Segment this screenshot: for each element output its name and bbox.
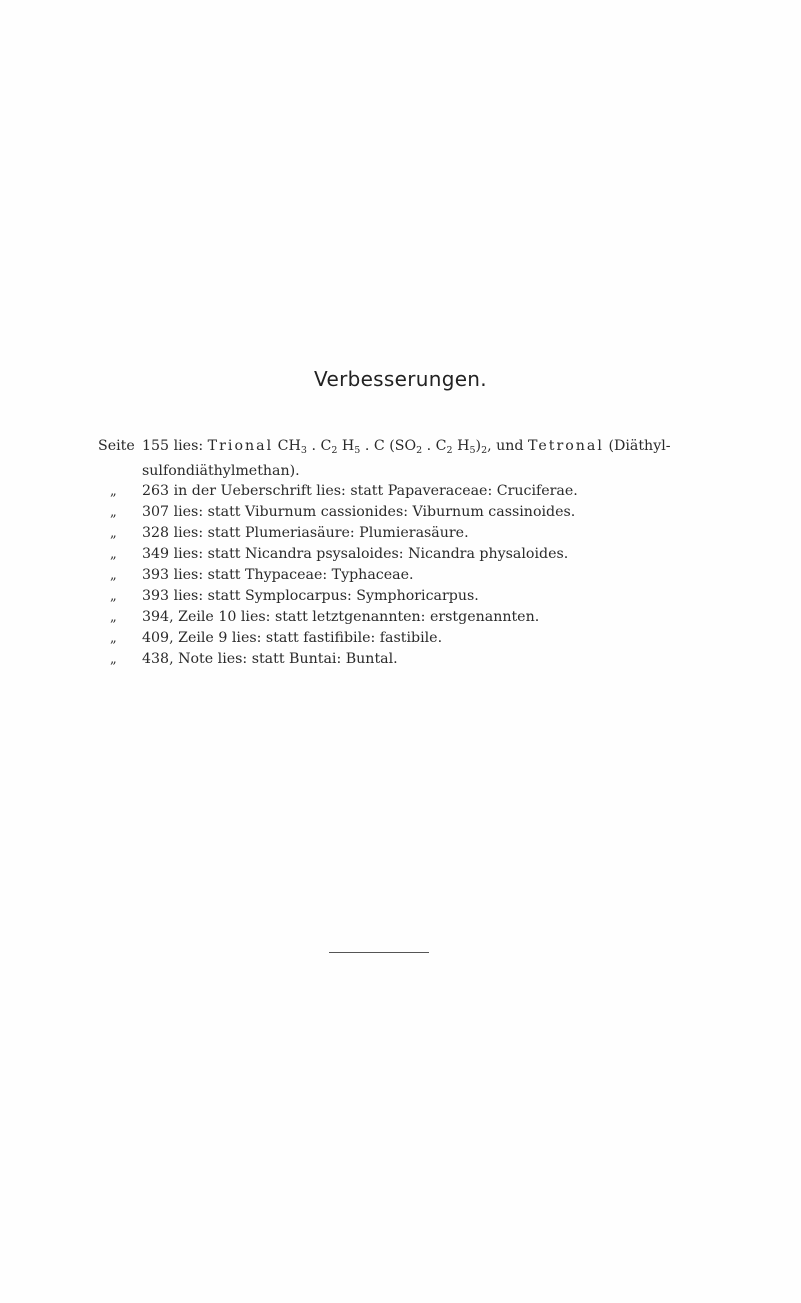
ditto-mark: „ [110, 526, 117, 541]
list-item [98, 649, 778, 670]
list-item [98, 607, 778, 628]
entry-text: 263 in der Ueberschrift lies: statt Papaveraceae: Cruciferae. [142, 483, 578, 499]
entry-text: 438, Note lies: statt Buntai: Buntal. [142, 651, 398, 667]
entry-text: 328 lies: statt Plumeriasäure: Plumierasäure. [142, 525, 469, 541]
entry-text: 393 lies: statt Symplocarpus: Symphoricarpus. [142, 588, 479, 604]
list-item [98, 502, 778, 523]
corrections-list [98, 436, 778, 670]
ditto-mark: „ [110, 652, 117, 667]
list-item [98, 523, 778, 544]
entry-text: 409, Zeile 9 lies: statt fastifibile: fastibile. [142, 630, 443, 646]
ditto-mark: „ [110, 484, 117, 499]
list-item [98, 628, 778, 649]
list-item [98, 481, 778, 502]
seite-label: Seite [98, 438, 135, 454]
ditto-mark: „ [110, 610, 117, 625]
divider-rule [329, 952, 429, 953]
list-item [98, 565, 778, 586]
entry-text: 349 lies: statt Nicandra psysaloides: Nicandra physaloides. [142, 546, 569, 562]
entry-text: 307 lies: statt Viburnum cassionides: Viburnum cassinoides. [142, 504, 576, 520]
ditto-mark: „ [110, 568, 117, 583]
page-title: Verbesserungen. [314, 367, 487, 391]
ditto-mark: „ [110, 589, 117, 604]
ditto-mark: „ [110, 631, 117, 646]
tetronal-word: Tetronal [528, 438, 604, 454]
list-item [98, 436, 778, 461]
entry-text: 394, Zeile 10 lies: statt letztgenannten: erstgenannten. [142, 609, 540, 625]
trional-word: Trional [207, 438, 274, 454]
entry-text: 393 lies: statt Thypaceae: Typhaceae. [142, 567, 414, 583]
ditto-mark: „ [110, 505, 117, 520]
list-item [98, 586, 778, 607]
ditto-mark: „ [110, 547, 117, 562]
list-item-continuation: sulfondiäthylmethan). [142, 463, 300, 479]
list-item [98, 544, 778, 565]
entry-text: 155 lies: Trional $CH_3$ . $C_2$ $H_5$ . C ($SO_2$ . $C_2$ $H_5)_2$, und Tetronal (Diäthyl- [142, 438, 671, 456]
